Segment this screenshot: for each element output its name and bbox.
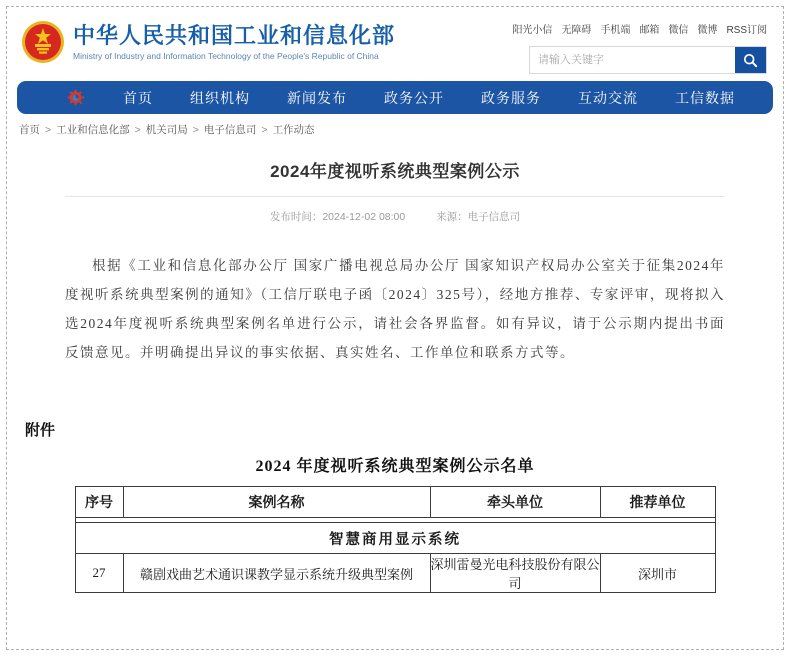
article-meta [65, 209, 725, 224]
cell-number: 27 [75, 554, 123, 593]
header-right [512, 20, 767, 74]
cell-lead-unit: 深圳雷曼光电科技股份有限公司 [430, 554, 600, 593]
nav-item-organization[interactable]: 组织机构 [190, 89, 250, 106]
breadcrumb [7, 114, 783, 137]
article-source: 来源：电子信息司 [436, 211, 521, 223]
quick-link-weibo[interactable]: 微博 [697, 25, 718, 36]
nav-item-news[interactable]: 新闻发布 [287, 89, 347, 106]
search-input[interactable] [530, 47, 735, 73]
breadcrumb-separator: > [45, 123, 52, 136]
main-nav [17, 81, 773, 114]
table-header-row [75, 487, 715, 518]
publish-time: 发布时间：2024-12-02 08:00 [269, 211, 406, 223]
article-paragraph: 根据《工业和信息化部办公厅 国家广播电视总局办公厅 国家知识产权局办公室关于征集2024年度视听系统典型案例的通知》（工信厅联电子函〔2024〕325号），经地方推荐、专家评审，现将拟入选2024年度视听系统典型案例名单进行公示，请社会各界监督。如有异议，请于公示期内提出书面反馈意见。并明确提出异议的事实依据、真实姓名、工作单位和联系方式等。 [65, 258, 725, 361]
cell-recommender: 深圳市 [600, 554, 715, 593]
attachment-table-title: 2024 年度视听系统典型案例公示名单 [255, 458, 535, 476]
breadcrumb-home[interactable]: 首页 [19, 124, 40, 136]
quick-link-mobile[interactable]: 手机端 [600, 25, 631, 36]
nav-item-gov-openness[interactable]: 政务公开 [384, 89, 444, 106]
table-row [75, 554, 715, 593]
meta-divider [65, 196, 725, 197]
breadcrumb-separator: > [261, 123, 268, 136]
breadcrumb-electronic-info-dept[interactable]: 电子信息司 [203, 124, 257, 136]
breadcrumb-miit[interactable]: 工业和信息化部 [56, 124, 130, 136]
nav-item-interaction[interactable]: 互动交流 [578, 89, 638, 106]
article [7, 157, 783, 367]
site-title: 中华人民共和国工业和信息化部 [73, 23, 396, 49]
brand-text [73, 23, 395, 60]
quick-links [512, 21, 767, 36]
breadcrumb-separator: > [192, 123, 199, 136]
col-header-lead-unit: 牵头单位 [430, 487, 600, 518]
cell-case-name: 赣剧戏曲艺术通识课教学显示系统升级典型案例 [123, 554, 430, 593]
national-emblem-icon [21, 20, 65, 64]
quick-link-sunshine[interactable]: 阳光小信 [512, 25, 553, 36]
table-section-row [75, 523, 715, 554]
attachment-label: 附件 [25, 422, 56, 440]
quick-link-wechat[interactable]: 微信 [668, 25, 689, 36]
col-header-recommender: 推荐单位 [600, 487, 715, 518]
breadcrumb-separator: > [134, 123, 141, 136]
breadcrumb-departments[interactable]: 机关司局 [145, 124, 188, 136]
quick-link-accessibility[interactable]: 无障碍 [561, 25, 592, 36]
attachment-section [7, 419, 783, 593]
miit-logo-icon [67, 88, 86, 107]
site-header [7, 7, 783, 79]
table-section-label: 智慧商用显示系统 [75, 523, 715, 554]
search-bar [529, 46, 767, 74]
site-subtitle: Ministry of Industry and Information Technology of the People's Republic of China [73, 50, 379, 61]
article-title: 2024年度视听系统典型案例公示 [270, 162, 520, 181]
nav-item-miit-data[interactable]: 工信数据 [675, 89, 735, 106]
quick-link-rss[interactable]: RSS订阅 [726, 25, 767, 36]
quick-link-mail[interactable]: 邮箱 [639, 25, 660, 36]
col-header-case-name: 案例名称 [123, 487, 430, 518]
breadcrumb-work-trends[interactable]: 工作动态 [272, 124, 315, 136]
page-frame [6, 6, 784, 650]
case-table [75, 486, 716, 593]
nav-item-gov-services[interactable]: 政务服务 [481, 89, 541, 106]
search-button[interactable] [735, 47, 766, 73]
site-brand[interactable] [21, 20, 395, 64]
search-icon [743, 53, 758, 68]
col-header-number: 序号 [75, 487, 123, 518]
nav-item-home[interactable]: 首页 [123, 89, 153, 106]
